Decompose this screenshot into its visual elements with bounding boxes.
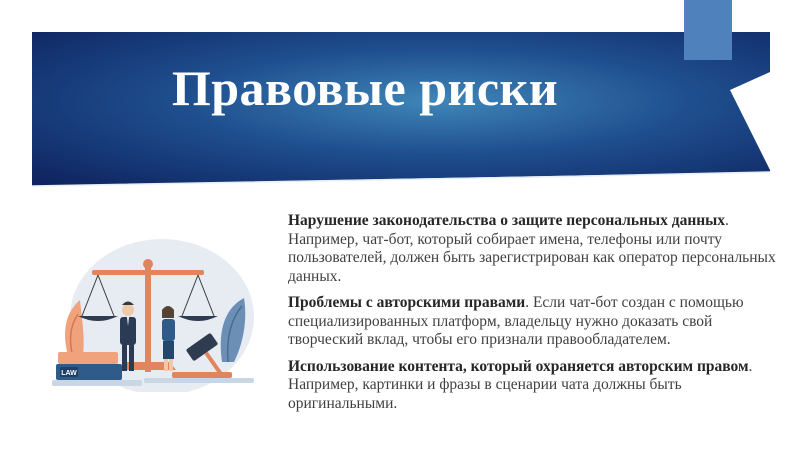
paragraph-copyright-problems: [288, 294, 788, 350]
content-text: [288, 212, 788, 421]
paragraph-personal-data: [288, 212, 788, 286]
paragraph-protected-content: [288, 358, 788, 414]
law-badge: LAW: [61, 370, 77, 377]
paragraph-body: . Если чат-бот создан с помощью специализированных платформ, владельцу нужно доказать свой творческий вклад, чтобы его признали правообладателем.: [288, 294, 744, 348]
slide-title: Правовые риски: [171, 60, 559, 116]
paragraph-heading: Использование контента, который охраняется авторским правом: [288, 357, 749, 375]
paragraph-heading: Нарушение законодательства о защите персональных данных: [288, 212, 726, 229]
paragraph-heading: Проблемы с авторскими правами: [288, 294, 526, 311]
law-scales-illustration: [52, 222, 274, 392]
paragraph-body: . Например, картинки и фразы в сценарии чата должны быть оригинальными.: [288, 357, 753, 412]
paragraph-body: . Например, чат-бот, который собирает имена, телефоны или почту пользователей, должен быть зарегистрирован как оператор персональных данных.: [288, 212, 776, 285]
accent-tab: [684, 0, 732, 60]
